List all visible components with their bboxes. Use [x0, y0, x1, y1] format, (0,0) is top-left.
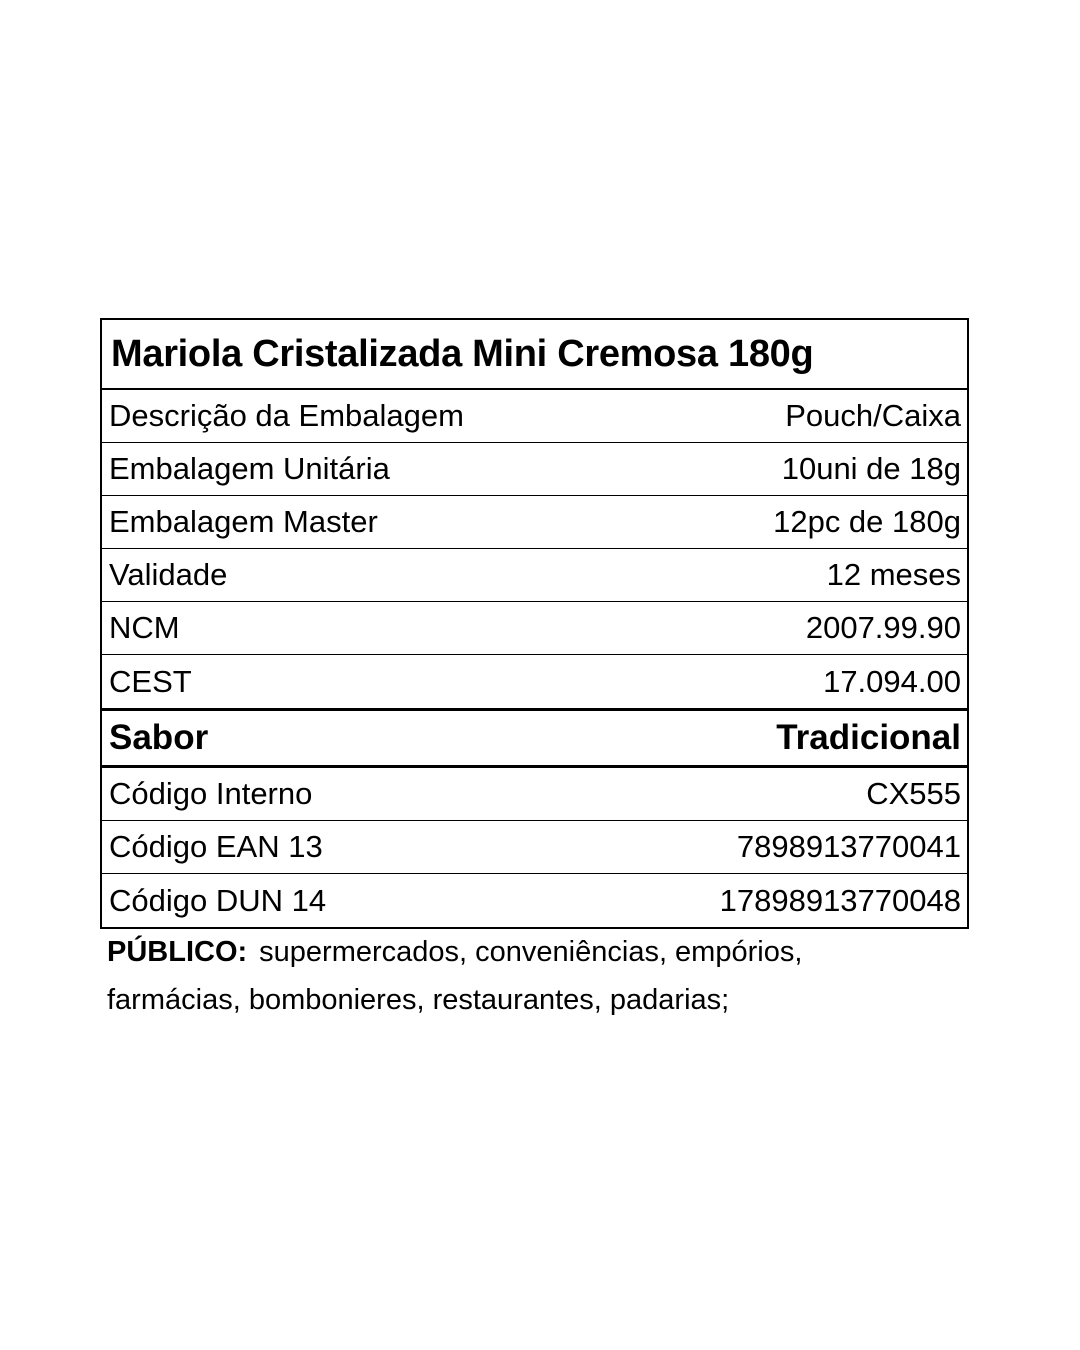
target-audience-note	[107, 928, 887, 1024]
product-spec-table	[100, 318, 969, 929]
spec-label: NCM	[109, 610, 180, 645]
spec-label: CEST	[109, 663, 192, 699]
code-value: 7898913770041	[736, 829, 961, 864]
code-row-internal	[102, 768, 967, 821]
spec-row-ncm	[102, 602, 967, 655]
product-title: Mariola Cristalizada Mini Cremosa 180g	[102, 320, 967, 390]
spec-value: 12 meses	[826, 557, 961, 592]
target-audience-label: PÚBLICO:	[107, 936, 248, 968]
code-label: Código Interno	[109, 776, 313, 811]
target-audience-text: supermercados, conveniências, empórios, farmácias, bombonieres, restaurantes, padarias;	[107, 936, 803, 1016]
spec-value: 10uni de 18g	[781, 451, 961, 486]
code-label: Código EAN 13	[109, 829, 323, 864]
code-label: Código DUN 14	[109, 882, 327, 918]
spec-value: 17.094.00	[823, 663, 961, 699]
spec-value: Pouch/Caixa	[785, 398, 961, 433]
spec-label: Validade	[109, 557, 228, 592]
code-row-dun14	[102, 874, 967, 927]
spec-row-cest	[102, 655, 967, 708]
spec-row-shelf-life	[102, 549, 967, 602]
code-value: 17898913770048	[719, 882, 961, 918]
spec-label: Embalagem Unitária	[109, 451, 390, 486]
code-row-ean13	[102, 821, 967, 874]
flavor-value: Tradicional	[776, 718, 961, 757]
spec-label: Embalagem Master	[109, 504, 378, 539]
flavor-header-row	[102, 708, 967, 768]
spec-value: 12pc de 180g	[773, 504, 961, 539]
code-value: CX555	[866, 776, 961, 811]
spec-row-packaging-description	[102, 390, 967, 443]
spec-label: Descrição da Embalagem	[109, 398, 464, 433]
spec-row-master-packaging	[102, 496, 967, 549]
flavor-label: Sabor	[109, 718, 209, 757]
spec-value: 2007.99.90	[805, 610, 961, 645]
spec-row-unit-packaging	[102, 443, 967, 496]
